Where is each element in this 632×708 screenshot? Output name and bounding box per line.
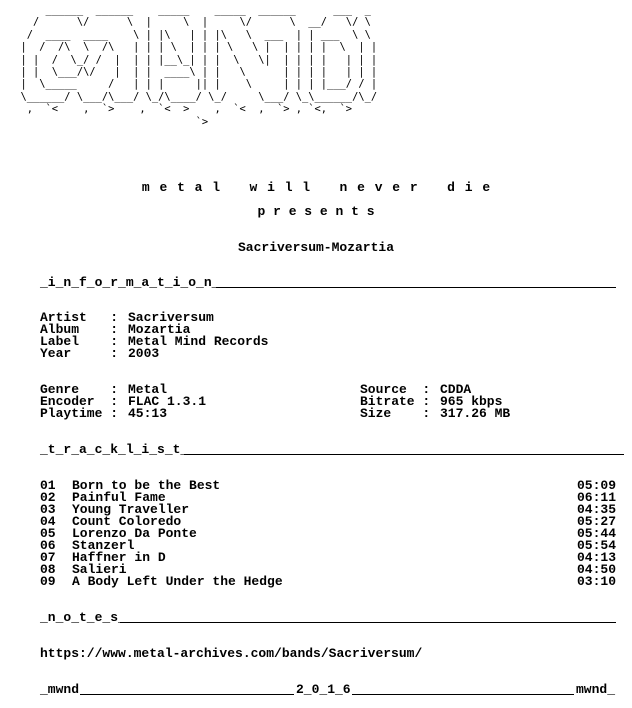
track-duration: 06:11 (576, 490, 616, 505)
track-title: Young Traveller (72, 502, 190, 517)
genre-label: Genre : (40, 382, 119, 397)
presents-text: p r e s e n t s (257, 204, 375, 219)
tracklist-rule (184, 454, 624, 455)
track-duration: 05:27 (576, 514, 616, 529)
source-label: Source : (360, 382, 431, 397)
track-number: 04 (40, 514, 56, 529)
genre-value: Metal (128, 382, 168, 397)
information-rule (216, 287, 616, 288)
artist-label: Artist : (40, 310, 119, 325)
track-title: Haffner in D (72, 550, 166, 565)
track-title: A Body Left Under the Hedge (72, 574, 283, 589)
notes-rule (120, 622, 616, 623)
encoder-value: FLAC 1.3.1 (128, 394, 207, 409)
year-value: 2003 (128, 346, 160, 361)
track-duration: 04:50 (576, 562, 616, 577)
track-title: Count Coloredo (72, 514, 182, 529)
release-title: Sacriversum-Mozartia (237, 240, 395, 255)
artist-value: Sacriversum (128, 310, 214, 325)
notes-url: https://www.metal-archives.com/bands/Sacriversum/ (40, 646, 423, 661)
tracklist-header: _t_r_a_c_k_l_i_s_t_ (40, 442, 189, 457)
track-duration: 05:44 (576, 526, 616, 541)
track-duration: 03:10 (576, 574, 616, 589)
track-number: 03 (40, 502, 56, 517)
track-number: 07 (40, 550, 56, 565)
track-title: Stanzerl (72, 538, 135, 553)
source-value: CDDA (440, 382, 472, 397)
label-label: Label : (40, 334, 119, 349)
mwnd-ascii-logo: ______ ______ _____ _____ ______ ___ _ / \/ \ | \ | \/ \ __/ \/ \ / ____ ____ \ | |\ | | |\ \ ___ | | ___ \ \ | / /\ \ /\ | | | \ | | | \ \ | | | | | \ | | | | / \_/ / | | | |__\_| | | \ \| | | | | | | | | | \___/\/ | | | ____\ | | \ | | | | | | | | \_____ / | | | || | \ | | | |___/ / | \______/ \___/\___/ \_/\____/ \_/ \___/ \_\______/\_/ , `< , `> , `< > , `< , `> , `<, `> `> (20, 4, 378, 128)
tagline: m e t a l w i l l n e v e r d i e (141, 180, 491, 195)
track-title: Salieri (72, 562, 127, 577)
playtime-label: Playtime : (40, 406, 119, 421)
footer-rule-left (80, 694, 294, 695)
notes-header: _n_o_t_e_s_ (40, 610, 126, 625)
track-title: Lorenzo Da Ponte (72, 526, 197, 541)
track-number: 01 (40, 478, 56, 493)
bitrate-value: 965 kbps (440, 394, 503, 409)
track-number: 08 (40, 562, 56, 577)
encoder-label: Encoder : (40, 394, 119, 409)
track-duration: 05:54 (576, 538, 616, 553)
album-label: Album : (40, 322, 119, 337)
year-label: Year : (40, 346, 119, 361)
track-number: 02 (40, 490, 56, 505)
album-value: Mozartia (128, 322, 191, 337)
size-label: Size : (360, 406, 431, 421)
footer-right: mwnd_ (576, 682, 616, 697)
footer-rule-right (352, 694, 574, 695)
track-duration: 04:13 (576, 550, 616, 565)
track-title: Painful Fame (72, 490, 166, 505)
bitrate-label: Bitrate : (360, 394, 431, 409)
footer-left: _mwnd (40, 682, 80, 697)
size-value: 317.26 MB (440, 406, 511, 421)
information-header: _i_n_f_o_r_m_a_t_i_o_n_ (40, 275, 220, 290)
track-number: 06 (40, 538, 56, 553)
label-value: Metal Mind Records (128, 334, 269, 349)
track-duration: 05:09 (576, 478, 616, 493)
track-duration: 04:35 (576, 502, 616, 517)
footer-year: 2_0_1_6 (296, 682, 351, 697)
track-row (40, 576, 616, 588)
track-number: 09 (40, 574, 56, 589)
playtime-value: 45:13 (128, 406, 168, 421)
track-title: Born to be the Best (72, 478, 221, 493)
track-number: 05 (40, 526, 56, 541)
